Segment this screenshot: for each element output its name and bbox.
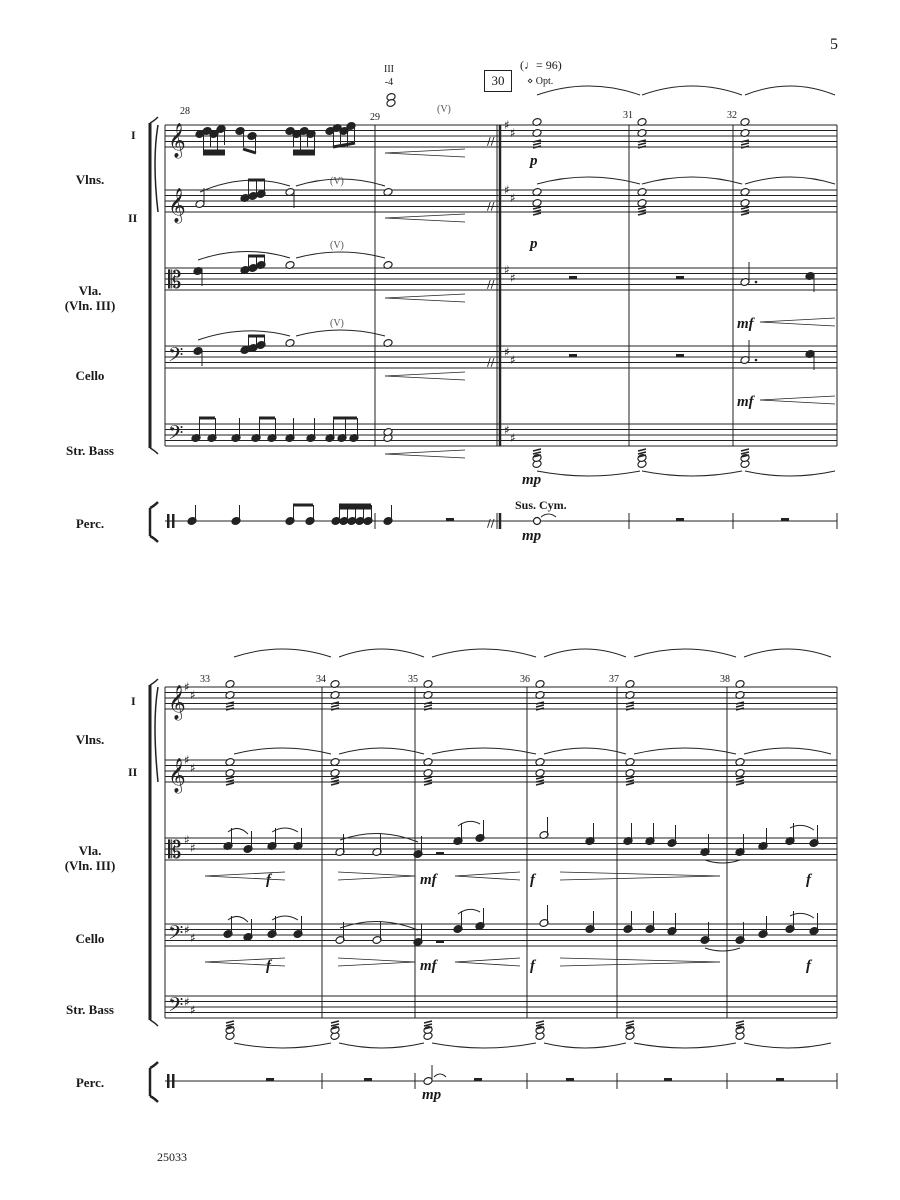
measure-number: 34: [316, 674, 326, 685]
slur: [296, 179, 385, 186]
string-roman: III: [384, 64, 394, 75]
page-number: 5: [830, 36, 838, 53]
hairpin: [205, 962, 285, 966]
tremolo-mark: [533, 449, 541, 451]
dynamic-marking: mf: [420, 872, 437, 888]
key-signature-sharp: ♯: [510, 191, 516, 205]
hairpin: [385, 454, 465, 458]
hairpin: [760, 400, 835, 404]
tremolo-mark: [638, 146, 646, 148]
hairpin: [385, 294, 465, 298]
measure-number: 38: [720, 674, 730, 685]
dynamic-marking: mf: [737, 316, 754, 332]
tremolo-mark: [741, 143, 749, 145]
whole-rest: [364, 1078, 372, 1081]
slur: [432, 1043, 536, 1048]
part-label-violin-2: II: [128, 765, 138, 779]
tremolo-mark: [226, 705, 234, 707]
key-signature-sharp: ♯: [190, 841, 196, 855]
caesura: //: [487, 278, 495, 291]
alto-clef: 𝄡: [168, 836, 182, 864]
hairpin: [760, 322, 835, 326]
tremolo-mark: [226, 1024, 234, 1026]
whole-rest: [436, 852, 444, 855]
tremolo-mark: [533, 143, 541, 145]
hairpin: [385, 153, 465, 157]
tremolo-mark: [331, 705, 339, 707]
slur: [745, 177, 835, 184]
key-signature-sharp: ♯: [504, 183, 510, 197]
tremolo-mark: [331, 1024, 339, 1026]
key-signature-sharp: ♯: [184, 923, 190, 937]
part-label-violins: Vlns.: [75, 732, 105, 747]
key-signature-sharp: ♯: [184, 753, 190, 767]
string-finger: -4: [384, 77, 394, 88]
slur: [296, 330, 385, 336]
part-label-percussion: Perc.: [75, 516, 105, 531]
bowing-mark: (V): [330, 176, 344, 187]
dynamic-marking: f: [530, 958, 535, 974]
tremolo-mark: [736, 1024, 744, 1026]
part-label-viola: Vla. (Vln. III): [64, 283, 116, 313]
percussion-clef: [172, 1074, 175, 1088]
slur: [744, 649, 831, 657]
tremolo-mark: [536, 705, 544, 707]
tremolo-mark: [331, 783, 339, 785]
dynamic-marking: mp: [522, 472, 542, 488]
slur: [234, 649, 331, 657]
slur: [744, 748, 831, 754]
tremolo-mark: [226, 1021, 234, 1023]
dot: [755, 359, 758, 362]
measure-number: 35: [408, 674, 418, 685]
slur: [544, 649, 626, 657]
dynamic-marking: mp: [422, 1087, 442, 1103]
hairpin: [385, 214, 465, 218]
key-signature-sharp: ♯: [504, 345, 510, 359]
catalog-number: 25033: [157, 1150, 187, 1164]
part-label-violins: Vlns.: [75, 172, 105, 187]
tremolo-mark: [331, 708, 339, 710]
tremolo-mark: [424, 777, 432, 779]
key-signature-sharp: ♯: [184, 995, 190, 1009]
measure-number: 29: [370, 112, 380, 123]
treble-clef: 𝄞: [168, 758, 186, 793]
key-signature-sharp: ♯: [510, 126, 516, 140]
tremolo-mark: [638, 452, 646, 454]
dynamic-marking: f: [266, 872, 271, 888]
treble-clef: 𝄞: [168, 123, 186, 158]
note-beam: [243, 149, 256, 153]
part-label-bass: Str. Bass: [66, 443, 114, 458]
dynamic-marking: mf: [420, 958, 437, 974]
treble-clef: 𝄞: [168, 685, 186, 720]
tremolo-mark: [331, 777, 339, 779]
tremolo-mark: [736, 783, 744, 785]
percussion-clef: [167, 514, 170, 528]
slur: [432, 748, 536, 754]
tremolo-mark: [626, 777, 634, 779]
hairpin: [205, 876, 285, 880]
measure-number: 28: [180, 106, 190, 117]
tremolo-mark: [331, 1021, 339, 1023]
bowing-mark: (V): [330, 240, 344, 251]
whole-rest: [566, 1078, 574, 1081]
key-signature-sharp: ♯: [510, 431, 516, 445]
slur: [642, 471, 742, 476]
hairpin: [560, 872, 720, 876]
slur: [339, 649, 424, 657]
caesura: //: [487, 517, 495, 530]
cymbal-note: [534, 518, 541, 525]
slur: [537, 177, 640, 184]
hairpin: [455, 962, 520, 966]
tremolo-mark: [226, 777, 234, 779]
percussion-bracket: [150, 1062, 158, 1102]
whole-rest: [676, 518, 684, 521]
slur: [634, 748, 736, 754]
part-label-viola: Vla. (Vln. III): [64, 843, 116, 873]
caesura: //: [487, 135, 495, 148]
hairpin: [338, 958, 415, 962]
whole-rest: [569, 276, 577, 279]
whole-rest: [676, 354, 684, 357]
hairpin: [385, 376, 465, 380]
tremolo-mark: [626, 1021, 634, 1023]
rehearsal-mark: 30: [484, 70, 512, 92]
option-note: ⋄ Opt.: [527, 76, 554, 87]
bass-clef: 𝄢: [168, 921, 184, 949]
treble-clef: 𝄞: [168, 188, 186, 223]
key-signature-sharp: ♯: [510, 271, 516, 285]
dynamic-marking: mf: [737, 394, 754, 410]
hairpin: [385, 218, 465, 222]
tremolo-mark: [424, 1024, 432, 1026]
key-signature-sharp: ♯: [184, 680, 190, 694]
hairpin: [338, 876, 415, 880]
tremolo-mark: [536, 777, 544, 779]
slur: [434, 1074, 446, 1077]
hairpin: [338, 962, 415, 966]
tremolo-mark: [626, 783, 634, 785]
part-label-cello: Cello: [75, 931, 105, 946]
measure-number: 37: [609, 674, 619, 685]
key-signature-sharp: ♯: [190, 1003, 196, 1017]
tremolo-mark: [533, 452, 541, 454]
slur: [296, 252, 385, 258]
bowing-mark: (V): [437, 104, 451, 115]
tremolo-mark: [741, 146, 749, 148]
tremolo-mark: [638, 213, 646, 215]
key-signature-sharp: ♯: [504, 118, 510, 132]
part-label-violin-2: II: [128, 211, 138, 225]
tremolo-mark: [424, 1021, 432, 1023]
bowing-mark: (V): [330, 318, 344, 329]
whole-rest: [474, 1078, 482, 1081]
hairpin: [455, 872, 520, 876]
slur: [642, 86, 742, 95]
tremolo-mark: [638, 143, 646, 145]
key-signature-sharp: ♯: [504, 423, 510, 437]
whole-rest: [436, 940, 444, 943]
key-signature-sharp: ♯: [190, 688, 196, 702]
hairpin: [385, 372, 465, 376]
tremolo-mark: [536, 1021, 544, 1023]
dynamic-marking: p: [530, 153, 538, 169]
hairpin: [560, 876, 720, 880]
slur: [634, 649, 736, 657]
note-beam: [333, 143, 355, 147]
slur: [744, 1043, 831, 1048]
tremolo-mark: [638, 207, 646, 209]
bass-clef: 𝄢: [168, 343, 184, 371]
whole-rest: [776, 1078, 784, 1081]
bass-clef: 𝄢: [168, 421, 184, 449]
whole-rest: [569, 354, 577, 357]
hairpin: [560, 962, 720, 966]
slur: [234, 1043, 331, 1048]
hairpin: [205, 872, 285, 876]
dot: [755, 281, 758, 284]
measure-number: 33: [200, 674, 210, 685]
slur: [634, 1043, 736, 1048]
tremolo-mark: [741, 213, 749, 215]
tremolo-mark: [533, 207, 541, 209]
tremolo-mark: [626, 708, 634, 710]
whole-rest: [781, 518, 789, 521]
key-signature-sharp: ♯: [510, 353, 516, 367]
hairpin: [385, 298, 465, 302]
slur: [537, 86, 640, 95]
percussion-clef: [167, 1074, 170, 1088]
violin-brace: [155, 125, 158, 212]
slur: [544, 748, 626, 754]
key-signature-sharp: ♯: [190, 931, 196, 945]
dynamic-marking: p: [530, 236, 538, 252]
violin-brace: [155, 687, 158, 782]
percussion-bracket: [150, 502, 158, 542]
hairpin: [760, 318, 835, 322]
slur: [705, 948, 740, 951]
hairpin: [385, 450, 465, 454]
hairpin: [455, 958, 520, 962]
measure-number: 36: [520, 674, 530, 685]
measure-number: 32: [727, 110, 737, 121]
tremolo-mark: [424, 705, 432, 707]
percussion-clef: [172, 514, 175, 528]
hairpin: [455, 876, 520, 880]
tremolo-mark: [424, 783, 432, 785]
part-label-cello: Cello: [75, 368, 105, 383]
part-label-percussion: Perc.: [75, 1075, 105, 1090]
tremolo-mark: [626, 705, 634, 707]
key-signature-sharp: ♯: [190, 761, 196, 775]
dynamic-marking: f: [806, 872, 811, 888]
hairpin: [338, 872, 415, 876]
slur: [541, 514, 556, 517]
slur: [340, 921, 418, 930]
hairpin: [385, 149, 465, 153]
dynamic-marking: f: [266, 958, 271, 974]
slur: [339, 1043, 424, 1048]
whole-rest: [266, 1078, 274, 1081]
tempo-marking: (♩= 96): [520, 58, 562, 72]
tremolo-mark: [736, 708, 744, 710]
whole-rest: [664, 1078, 672, 1081]
hairpin: [560, 958, 720, 962]
dynamic-marking: f: [530, 872, 535, 888]
tremolo-mark: [533, 146, 541, 148]
whole-rest: [676, 276, 684, 279]
tremolo-mark: [741, 452, 749, 454]
measure-number: 31: [623, 110, 633, 121]
slur: [198, 251, 290, 260]
part-label-violin-1: I: [131, 128, 136, 142]
tremolo-mark: [736, 777, 744, 779]
slur: [432, 649, 536, 657]
slur: [745, 471, 835, 476]
tremolo-mark: [626, 1024, 634, 1026]
hairpin: [760, 396, 835, 400]
tremolo-mark: [533, 213, 541, 215]
tremolo-mark: [741, 207, 749, 209]
tremolo-mark: [638, 449, 646, 451]
slur: [198, 331, 290, 340]
tremolo-mark: [741, 449, 749, 451]
part-label-violin-1: I: [131, 694, 136, 708]
slur: [745, 86, 835, 95]
instrument-text: Sus. Cym.: [515, 498, 567, 512]
key-signature-sharp: ♯: [504, 263, 510, 277]
part-label-bass: Str. Bass: [66, 1002, 114, 1017]
dynamic-marking: f: [806, 958, 811, 974]
whole-rest: [446, 518, 454, 521]
hairpin: [205, 958, 285, 962]
tremolo-mark: [424, 708, 432, 710]
tremolo-mark: [226, 783, 234, 785]
bass-clef: 𝄢: [168, 993, 184, 1021]
alto-clef: 𝄡: [168, 266, 182, 294]
tremolo-mark: [536, 708, 544, 710]
slur: [339, 748, 424, 754]
tremolo-mark: [226, 708, 234, 710]
slur: [642, 177, 742, 184]
caesura: //: [487, 356, 495, 369]
caesura: //: [487, 200, 495, 213]
tremolo-mark: [736, 705, 744, 707]
slur: [537, 471, 640, 476]
slur: [234, 748, 331, 754]
tremolo-mark: [736, 1021, 744, 1023]
slur: [544, 1043, 626, 1048]
tremolo-mark: [536, 783, 544, 785]
key-signature-sharp: ♯: [184, 833, 190, 847]
tremolo-mark: [536, 1024, 544, 1026]
dynamic-marking: mp: [522, 528, 542, 544]
